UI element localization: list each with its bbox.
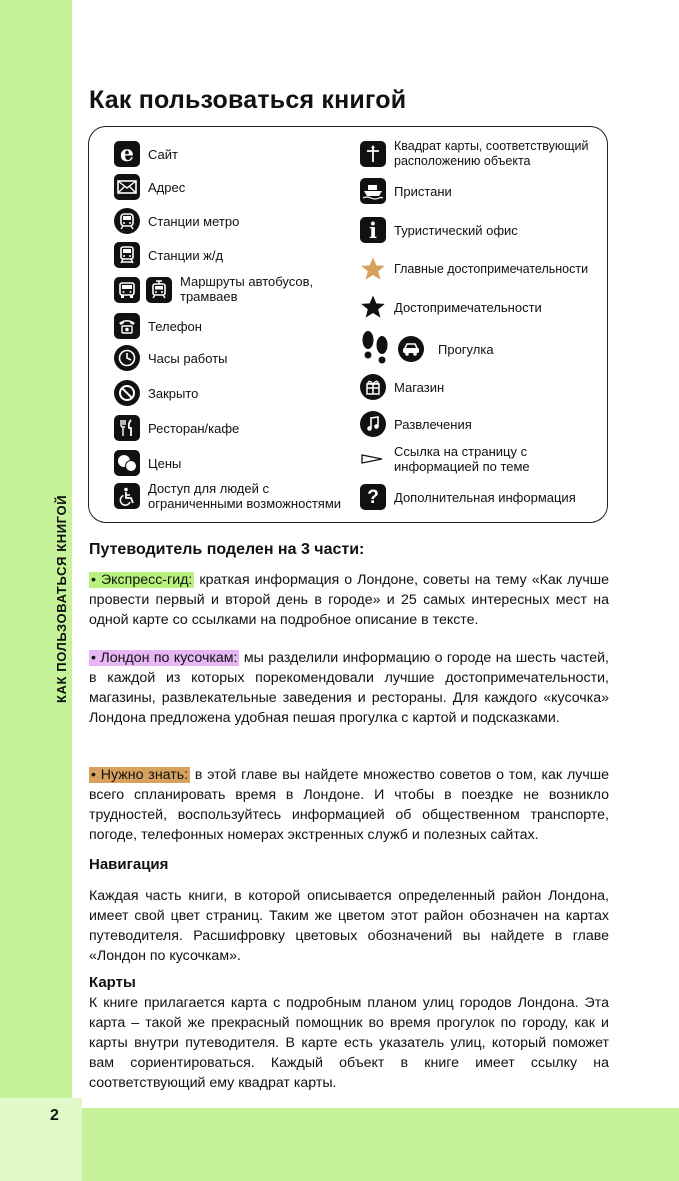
legend-closed: Закрыто xyxy=(114,380,198,406)
legend-map-square: Квадрат карты, соответствующий расположению объекта xyxy=(360,139,590,169)
legend-main-sights: Главные достопримечательности xyxy=(360,256,588,282)
ship-icon xyxy=(360,178,386,204)
legend-hours: Часы работы xyxy=(114,345,228,371)
music-icon xyxy=(360,411,386,437)
legend-accessibility: Доступ для людей с ограниченными возможностями xyxy=(114,481,344,511)
tram-icon xyxy=(146,277,172,303)
gift-icon xyxy=(360,374,386,400)
legend-tourist-office: i Туристический офис xyxy=(360,217,518,243)
part-need-to-know-label: • Нужно знать: xyxy=(91,767,189,783)
car-icon xyxy=(398,336,424,362)
closed-icon xyxy=(114,380,140,406)
arrow-icon xyxy=(360,446,386,472)
part-need-to-know xyxy=(89,765,609,845)
maps-text: К книге прилагается карта с подробным планом улиц городов Лондона. Эта карта – такой же прекрасный помощник во время прогулок по городу, как и карты внутри путеводителя. В карте есть указатель улиц, который поможет вам сориентироваться. Каждый объект в книге имеет ссылку на соответствующий ему квадрат карты. xyxy=(89,995,609,1091)
rail-icon xyxy=(114,242,140,268)
parts-title: Путеводитель поделен на 3 части: xyxy=(89,541,365,558)
star-icon xyxy=(360,294,386,320)
legend-walk: Прогулка xyxy=(360,330,494,368)
legend-phone: Телефон xyxy=(114,313,202,339)
metro-icon xyxy=(114,208,140,234)
page-title: Как пользоваться книгой xyxy=(89,86,407,114)
star-icon xyxy=(360,256,386,282)
phone-icon xyxy=(114,313,140,339)
navigation-title: Навигация xyxy=(89,856,169,873)
e-icon: e xyxy=(114,141,140,167)
part-pieces xyxy=(89,648,609,728)
legend-entertainment: Развлечения xyxy=(360,411,472,437)
bus-icon xyxy=(114,277,140,303)
info-icon: i xyxy=(360,217,386,243)
envelope-icon xyxy=(114,174,140,200)
legend-prices: Цены xyxy=(114,450,181,476)
footprints-icon xyxy=(360,330,392,368)
legend-rail: Станции ж/д xyxy=(114,242,223,268)
maps-title: Карты xyxy=(89,974,136,991)
part-express-label: • Экспресс-гид: xyxy=(91,572,193,588)
legend-box xyxy=(88,126,608,523)
page-number-box xyxy=(0,1098,82,1181)
legend-restaurant: Ресторан/кафе xyxy=(114,415,239,441)
legend-bus-tram: Маршруты автобусов, трамваев xyxy=(114,274,328,304)
bottom-band xyxy=(82,1108,679,1181)
side-label: КАК ПОЛЬЗОВАТЬСЯ КНИГОЙ xyxy=(54,494,69,703)
coins-icon xyxy=(114,450,140,476)
wheelchair-icon xyxy=(114,483,140,509)
legend-website: e Сайт xyxy=(114,141,178,167)
legend-address: Адрес xyxy=(114,174,185,200)
legend-shop: Магазин xyxy=(360,374,444,400)
cutlery-icon xyxy=(114,415,140,441)
page-number: 2 xyxy=(50,1107,59,1124)
legend-sights: Достопримечательности xyxy=(360,294,542,320)
legend-piers: Пристани xyxy=(360,178,452,204)
legend-extra-info: ? Дополнительная информация xyxy=(360,484,576,510)
part-need-to-know-text: в этой главе вы найдете множество советов о том, как лучше всего спланировать время в Лондоне. И чтобы в поездке не возникло трудностей, воспользуйтесь информацией об общественном транспорте, погоде, телефонных номерах экстренных служб и полезных сайтах. xyxy=(89,767,609,843)
legend-page-ref: Ссылка на страницу с информацией по теме xyxy=(360,444,554,474)
part-express-text: краткая информация о Лондоне, советы на тему «Как лучше провести первый и второй день в городе» и 25 самых интересных мест на одной карте со ссылками на подробное описание в тексте. xyxy=(89,572,609,628)
map-square-icon xyxy=(360,141,386,167)
navigation-text: Каждая часть книги, в которой описывается определенный район Лондона, имеет свой цвет страниц. Таким же цветом этот район обозначен на картах путеводителя. Расшифровку цветовых обозначений вы найдете в главе «Лондон по кусочкам». xyxy=(89,888,609,964)
question-icon: ? xyxy=(360,484,386,510)
part-pieces-label: • Лондон по кусочкам: xyxy=(91,650,238,666)
legend-metro: Станции метро xyxy=(114,208,239,234)
part-pieces-text: мы разделили информацию о городе на шесть частей, в каждой из которых порекомендовали лучшие достопримечательности, магазины, развлекательные заведения и рестораны. Для каждого «кусочка» Лондона предложена удобная пешая прогулка с картой и подсказками. xyxy=(89,650,610,726)
clock-icon xyxy=(114,345,140,371)
part-express xyxy=(89,570,609,630)
